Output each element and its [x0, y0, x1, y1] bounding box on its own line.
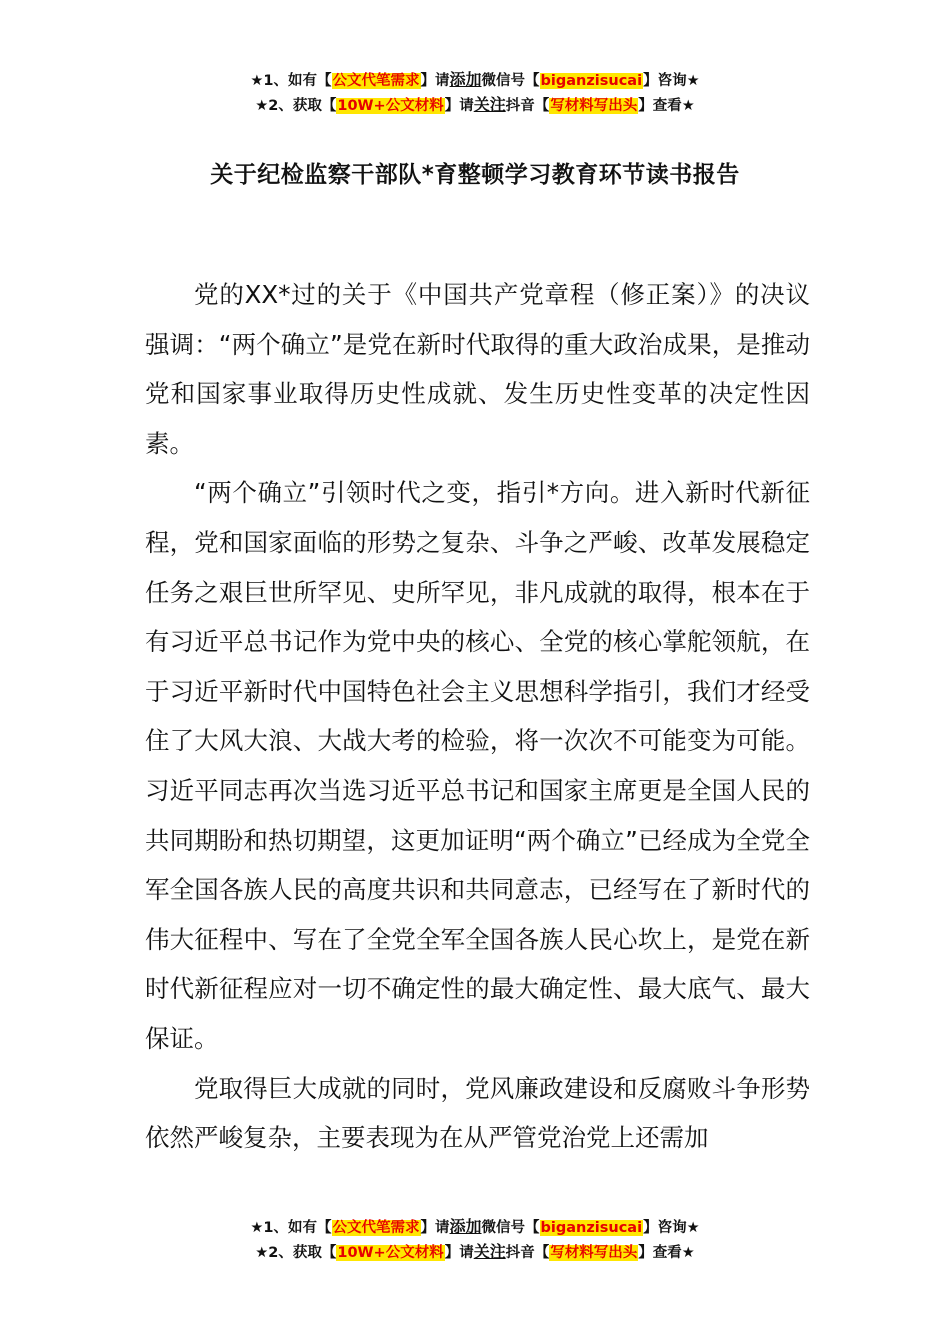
document-title: 关于纪检监察干部队*育整顿学习教育环节读书报告 — [210, 162, 740, 188]
promo-line-1-mid2: 微信号【 — [481, 73, 540, 89]
body-paragraph: 党的XX*过的关于《中国共产党章程（修正案）》的决议强调：“两个确立”是党在新时代取得的重大政治成果，是推动党和国家事业取得历史性成就、发生历史性变革的决定性因素。 — [145, 280, 810, 458]
promo-highlight-service: 公文代笔需求 — [332, 1220, 420, 1236]
promo-emphasis-follow: 关注 — [473, 95, 506, 114]
header-promo-banner — [0, 68, 950, 118]
promo-line-2-mid1: 】请 — [444, 98, 474, 114]
promo-line-2-prefix: ★2、获取【 — [255, 1245, 337, 1261]
promo-line-2 — [0, 1240, 950, 1265]
promo-line-1 — [0, 68, 950, 93]
promo-highlight-wechat-id: biganzisucai — [540, 73, 643, 89]
promo-line-2-suffix: 】查看★ — [638, 1245, 695, 1261]
promo-highlight-materials: 10W+公文材料 — [337, 1245, 444, 1261]
promo-line-1-suffix: 】咨询★ — [643, 1220, 700, 1236]
promo-highlight-douyin-account: 写材料写出头 — [550, 98, 638, 114]
promo-line-2-prefix: ★2、获取【 — [255, 98, 337, 114]
promo-line-1-mid2: 微信号【 — [481, 1220, 540, 1236]
promo-highlight-materials: 10W+公文材料 — [337, 98, 444, 114]
promo-emphasis-add: 添加 — [449, 1217, 482, 1236]
body-paragraph: 党取得巨大成就的同时，党风廉政建设和反腐败斗争形势依然严峻复杂，主要表现为在从严管党治党上还需加 — [145, 1073, 810, 1153]
body-paragraph: “两个确立”引领时代之变，指引*方向。进入新时代新征程，党和国家面临的形势之复杂、斗争之严峻、改革发展稳定任务之艰巨世所罕见、史所罕见，非凡成就的取得，根本在于有习近平总书记作为党中央的核心、全党的核心掌舵领航，在于习近平新时代中国特色社会主义思想科学指引，我们才经受住了大风大浪、大战大考的检验，将一次次不可能变为可能。习近平同志再次当选习近平总书记和国家主席更是全国人民的共同期盼和热切期望，这更加证明“两个确立”已经成为全党全军全国各族人民的高度共识和共同意志，已经写在了新时代的伟大征程中、写在了全党全军全国各族人民心坎上，是党在新时代新征程应对一切不确定性的最大确定性、最大底气、最大保证。 — [145, 478, 810, 1053]
promo-line-1 — [0, 1215, 950, 1240]
promo-highlight-service: 公文代笔需求 — [332, 73, 420, 89]
promo-line-1-suffix: 】咨询★ — [643, 73, 700, 89]
promo-emphasis-follow: 关注 — [473, 1242, 506, 1261]
promo-line-2-suffix: 】查看★ — [638, 98, 695, 114]
document-body — [145, 270, 810, 1163]
promo-line-2-mid2: 抖音【 — [505, 1245, 550, 1261]
promo-emphasis-add: 添加 — [449, 70, 482, 89]
promo-line-1-prefix: ★1、如有【 — [250, 73, 332, 89]
promo-line-1-mid1: 】请 — [420, 1220, 450, 1236]
promo-line-1-mid1: 】请 — [420, 73, 450, 89]
promo-line-1-prefix: ★1、如有【 — [250, 1220, 332, 1236]
promo-highlight-wechat-id: biganzisucai — [540, 1220, 643, 1236]
promo-highlight-douyin-account: 写材料写出头 — [550, 1245, 638, 1261]
promo-line-2-mid2: 抖音【 — [505, 98, 550, 114]
footer-promo-banner — [0, 1215, 950, 1265]
promo-line-2-mid1: 】请 — [444, 1245, 474, 1261]
promo-line-2 — [0, 93, 950, 118]
